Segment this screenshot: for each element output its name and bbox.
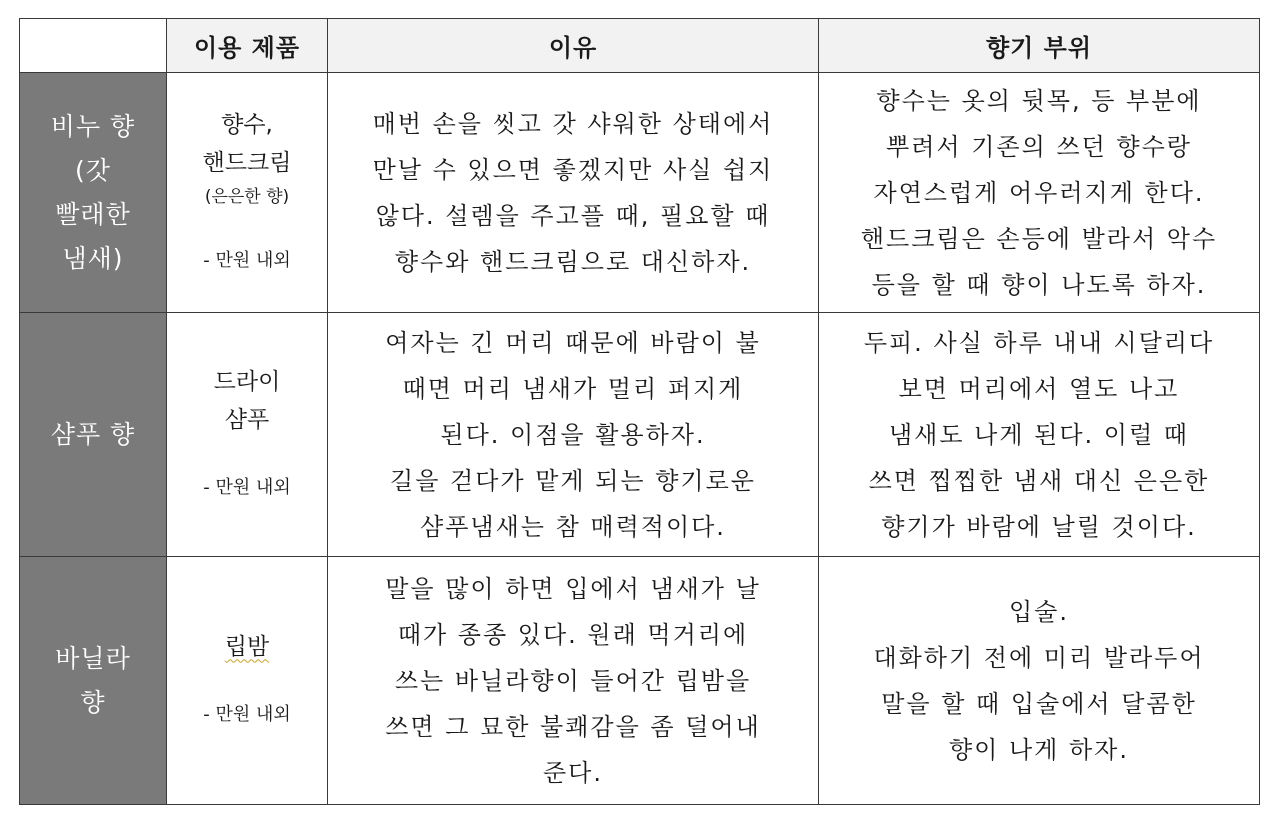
reason-line: 쓰면 그 묘한 불쾌감을 좀 덜어내 (385, 712, 761, 741)
fragrance-table (19, 18, 1260, 805)
reason-line: 매번 손을 씻고 갓 샤워한 상태에서 (372, 109, 774, 138)
part-line: 두피. 사실 하루 내내 시달리다 (863, 328, 1215, 357)
price-text: - 만원 내외 (203, 476, 291, 498)
product-cell (167, 313, 328, 557)
scent-line: 바닐라 (55, 643, 131, 673)
scent-line: 향 (80, 687, 106, 717)
reason-line: 만날 수 있으면 좋겠지만 사실 쉽지 (372, 155, 774, 184)
reason-line: 여자는 긴 머리 때문에 바람이 불 (385, 328, 761, 357)
part-line: 향이 나게 하자. (949, 735, 1129, 764)
reason-line: 때가 종종 있다. 원래 먹거리에 (397, 620, 749, 649)
part-cell (819, 557, 1260, 805)
table-row (20, 313, 1260, 557)
header-blank (20, 19, 167, 73)
header-product: 이용 제품 (167, 19, 328, 73)
reason-line: 샴푸냄새는 참 매력적이다. (420, 512, 726, 541)
product-line: 핸드크림 (202, 149, 292, 176)
reason-cell (328, 73, 819, 313)
part-cell (819, 73, 1260, 313)
part-line: 보면 머리에서 열도 나고 (898, 374, 1180, 403)
scent-line: 냄새) (62, 243, 124, 273)
scent-cell (20, 73, 167, 313)
part-line: 뿌려서 기존의 쓰던 향수랑 (886, 132, 1192, 161)
reason-line: 길을 걷다가 맡게 되는 향기로운 (390, 466, 756, 495)
part-line: 핸드크림은 손등에 발라서 악수 (860, 224, 1218, 253)
product-line: 향수, (221, 111, 273, 138)
reason-cell (328, 313, 819, 557)
scent-line: 샴푸 향 (50, 419, 136, 449)
scent-line: 비누 향 (50, 111, 136, 141)
reason-line: 않다. 설렘을 주고플 때, 필요할 때 (375, 201, 771, 230)
part-line: 쓰면 찝찝한 냄새 대신 은은한 (868, 466, 1210, 495)
reason-line: 말을 많이 하면 입에서 냄새가 날 (385, 574, 761, 603)
reason-cell (328, 557, 819, 805)
part-line: 냄새도 나게 된다. 이럴 때 (889, 420, 1189, 449)
price-text: - 만원 내외 (203, 703, 291, 725)
scent-cell (20, 557, 167, 805)
table-row (20, 557, 1260, 805)
product-line: 샴푸 (224, 406, 270, 433)
part-line: 향기가 바람에 날릴 것이다. (881, 512, 1197, 541)
part-line: 대화하기 전에 미리 발라두어 (873, 643, 1205, 672)
header-part: 향기 부위 (819, 19, 1260, 73)
reason-line: 향수와 핸드크림으로 대신하자. (394, 247, 752, 276)
product-cell (167, 557, 328, 805)
header-reason: 이유 (328, 19, 819, 73)
product-note: (은은한 향) (204, 186, 290, 207)
price-text: - 만원 내외 (203, 249, 291, 271)
header-row (20, 19, 1260, 73)
part-cell (819, 313, 1260, 557)
part-line: 입술. (1009, 597, 1069, 626)
part-line: 자연스럽게 어우러지게 한다. (873, 178, 1205, 207)
reason-line: 준다. (543, 758, 603, 787)
scent-line: 빨래한 (55, 199, 131, 229)
scent-cell (20, 313, 167, 557)
part-line: 말을 할 때 입술에서 달콤한 (881, 689, 1197, 718)
reason-line: 때면 머리 냄새가 멀리 퍼지게 (402, 374, 744, 403)
product-line: 드라이 (213, 368, 281, 395)
reason-line: 된다. 이점을 활용하자. (440, 420, 706, 449)
part-line: 향수는 옷의 뒷목, 등 부분에 (876, 86, 1202, 115)
scent-line: (갓 (75, 155, 111, 185)
part-line: 등을 할 때 향이 나도록 하자. (871, 270, 1207, 299)
product-cell (167, 73, 328, 313)
reason-line: 쓰는 바닐라향이 들어간 립밤을 (394, 666, 752, 695)
product-line: 립밤 (224, 633, 270, 660)
table-row (20, 73, 1260, 313)
